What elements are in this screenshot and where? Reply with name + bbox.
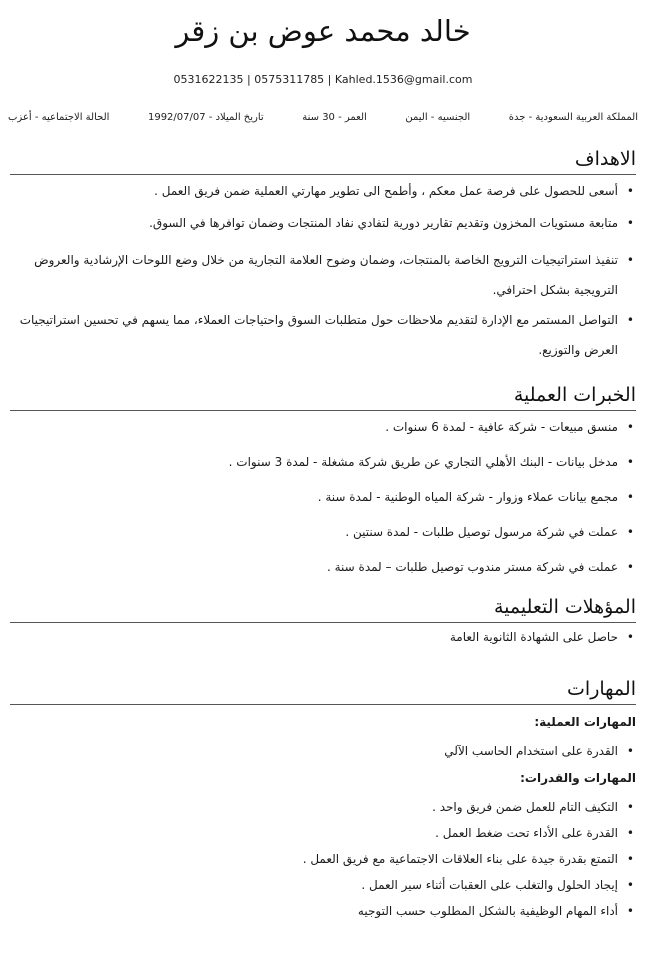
section-title: الاهداف [574, 148, 636, 170]
personal-age: العمر - 30 سنة [302, 112, 367, 123]
list-item: • أسعى للحصول على فرصة عمل معكم ، وأطمح الى تطوير مهارتي العملية ضمن فريق العمل . [0, 181, 646, 201]
skills-section [0, 676, 646, 921]
list-item: • حاصل على الشهادة الثانوية العامة [0, 627, 646, 647]
list-item: • القدرة على الأداء تحت ضغط العمل . [0, 823, 646, 843]
personal-birthdate: تاريخ الميلاد - 1992/07/07 [147, 112, 264, 123]
section-title: الخبرات العملية [513, 384, 636, 406]
contact-info: 0531622135 | 0575311785 | Kahled.1536@gmail.com [173, 73, 473, 86]
section-divider [10, 622, 636, 623]
personal-location: المملكة العربية السعودية - جدة [508, 112, 638, 123]
objectives-list [0, 181, 646, 365]
list-item: • عملت في شركة مرسول توصيل طلبات - لمدة سنتين . [0, 522, 646, 542]
experience-list [0, 417, 646, 577]
list-item: • أداء المهام الوظيفية بالشكل المطلوب حسب التوجيه [0, 901, 646, 921]
section-divider [10, 704, 636, 705]
practical-skills-heading: المهارات العملية: [534, 715, 636, 729]
list-item: • مجمع بيانات عملاء وزوار - شركة المياه الوطنية - لمدة سنة . [0, 487, 646, 507]
list-item: • التمتع بقدرة جيدة على بناء العلاقات الاجتماعية مع فريق العمل . [0, 849, 646, 869]
list-item: • التواصل المستمر مع الإدارة لتقديم ملاحظات حول متطلبات السوق واحتياجات العملاء، مما يسهم في تحسين استراتيجيات العرض والتوزيع. [0, 305, 646, 365]
abilities-heading: المهارات والقدرات: [520, 771, 636, 785]
section-title: المهارات [567, 678, 636, 700]
list-item: • التكيف التام للعمل ضمن فريق واحد . [0, 797, 646, 817]
education-section [0, 594, 646, 647]
objectives-section [0, 146, 646, 365]
abilities-list [0, 797, 646, 921]
experience-section [0, 382, 646, 577]
applicant-name: خالد محمد عوض بن زقر [175, 14, 471, 48]
list-item: • منسق مبيعات - شركة عافية - لمدة 6 سنوات . [0, 417, 646, 437]
list-item: • عملت في شركة مستر مندوب توصيل طلبات – لمدة سنة . [0, 557, 646, 577]
list-item: • متابعة مستويات المخزون وتقديم تقارير دورية لتفادي نفاد المنتجات وضمان توافرها في السوق. [0, 213, 646, 233]
section-title: المؤهلات التعليمية [493, 596, 636, 618]
list-item: • مدخل بيانات - البنك الأهلي التجاري عن طريق شركة مشغلة - لمدة 3 سنوات . [0, 452, 646, 472]
practical-skills-list [0, 741, 646, 761]
education-list [0, 627, 646, 647]
personal-info-row [8, 110, 638, 126]
personal-marital-status: الحالة الاجتماعيه - أعزب [8, 112, 110, 123]
section-divider [10, 174, 636, 175]
list-item: • تنفيذ استراتيجيات الترويج الخاصة بالمنتجات، وضمان وضوح العلامة التجارية من خلال وضع اللوحات الإرشادية والعروض الترويجية بشكل احترافي. [0, 245, 646, 305]
list-item: • إيجاد الحلول والتغلب على العقبات أثناء سير العمل . [0, 875, 646, 895]
section-divider [10, 410, 636, 411]
list-item: • القدرة على استخدام الحاسب الآلي [0, 741, 646, 761]
personal-nationality: الجنسيه - اليمن [405, 112, 471, 123]
